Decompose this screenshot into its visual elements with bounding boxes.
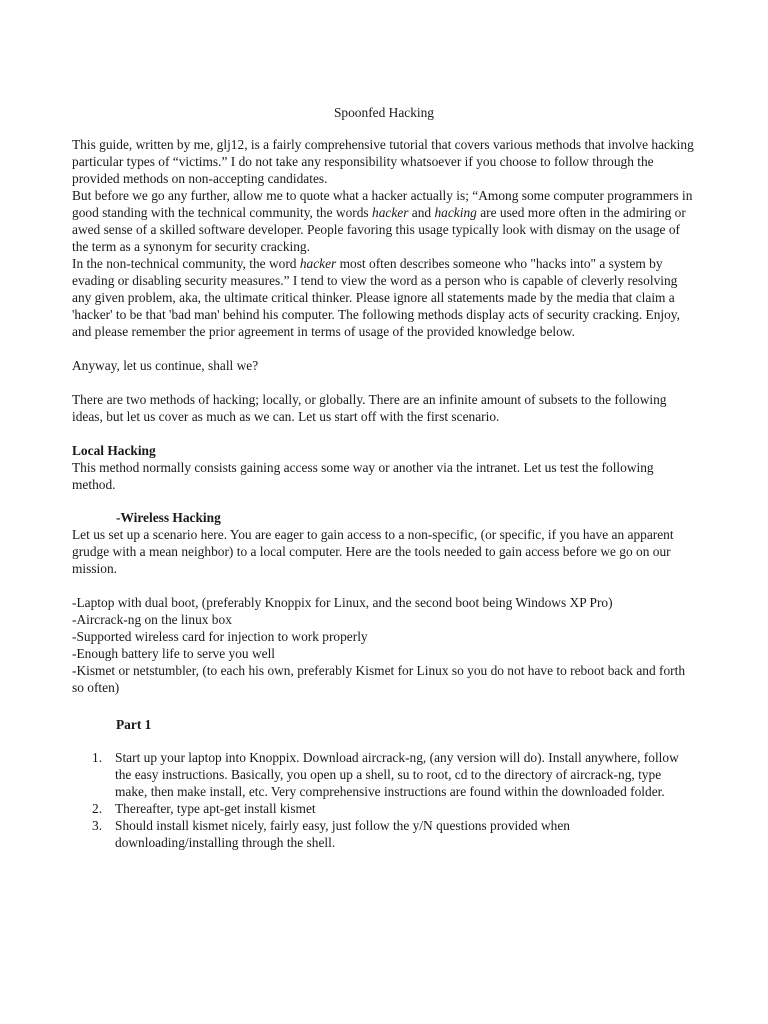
emphasis-hacker: hacker — [372, 205, 409, 220]
spacer — [72, 577, 696, 594]
text-run: and — [408, 205, 435, 220]
step-number: 2. — [92, 801, 103, 816]
text-run: In the non-technical community, the word — [72, 256, 300, 271]
list-item — [72, 749, 696, 800]
part-1-heading: Part 1 — [116, 717, 152, 732]
emphasis-hacking: hacking — [434, 205, 477, 220]
text-run: are used more often in the admiring or awed sense of a skilled software developer. People favoring this usage typically look with dismay on the usage of the term as a synonym for security cracking. — [72, 205, 686, 254]
step-text: Should install kismet nicely, fairly easy, just follow the y/N questions provided when downloading/installing through the shell. — [115, 818, 570, 850]
intro-paragraph-1: This guide, written by me, glj12, is a fairly comprehensive tutorial that covers various methods that involve hacking particular types of “victims.” I do not take any responsibility whatsoever if you choose to follow through the provided methods on non-accepting candidates. — [72, 137, 694, 186]
tools-list — [72, 594, 696, 696]
list-item: -Supported wireless card for injection to work properly — [72, 629, 368, 644]
list-item: -Enough battery life to serve you well — [72, 646, 276, 661]
step-number: 3. — [92, 818, 103, 833]
step-number: 1. — [92, 750, 103, 765]
emphasis-hacker: hacker — [299, 256, 337, 271]
local-hacking-heading: Local Hacking — [72, 443, 156, 458]
list-item: -Aircrack-ng on the linux box — [72, 612, 232, 627]
text-run: most often describes someone who "hacks into" a system by evading or disabling security measures.” I tend to view the word as a person who is capable of cleverly resolving any given problem, aka, the ultimate critical thinker. Please ignore all statements made by the media that claim a 'hacker' to be that 'bad man' behind his computer. The following methods display acts of security cracking. Enjoy, and please remember the prior agreement in terms of usage of the provided knowledge below. — [72, 256, 680, 339]
step-text: Start up your laptop into Knoppix. Download aircrack-ng, (any version will do). Install anywhere, follow the easy instructions. Basically, you open up a shell, su to root, cd to the directory of aircrack-ng, type make, then make install, etc. Very comprehensive instructions are found within the downloaded folder. — [115, 750, 679, 799]
text-run: But before we go any further, allow me to quote what a hacker actually is; “Among some computer programmers in good standing with the technical community, the words — [72, 188, 693, 220]
wireless-hacking-heading: -Wireless Hacking — [116, 510, 221, 525]
intro-paragraph-5: There are two methods of hacking; locally, or globally. There are an infinite amount of subsets to the following ideas, but let us cover as much as we can. Let us start off with the first scenario. — [72, 392, 667, 424]
wireless-hacking-body: Let us set up a scenario here. You are eager to gain access to a non-specific, (or specific, if you have an apparent grudge with a mean neighbor) to a local computer. Here are the tools needed to gain access before we go on our mission. — [72, 527, 674, 576]
list-item — [72, 817, 696, 851]
intro-paragraph-4: Anyway, let us continue, shall we? — [72, 358, 259, 373]
spacer — [72, 374, 696, 391]
list-item: -Laptop with dual boot, (preferably Knoppix for Linux, and the second boot being Windows XP Pro) — [72, 595, 613, 610]
document-page — [72, 104, 696, 851]
step-text: Thereafter, type apt-get install kismet — [115, 801, 316, 816]
local-hacking-body: This method normally consists gaining access some way or another via the intranet. Let us test the following method. — [72, 460, 654, 492]
list-item — [72, 800, 696, 817]
list-item: -Kismet or netstumbler, (to each his own, preferably Kismet for Linux so you do not have to reboot back and forth so often) — [72, 663, 686, 695]
intro-paragraph-3 — [72, 255, 696, 340]
steps-list — [72, 749, 696, 851]
spacer — [72, 340, 696, 357]
intro-paragraph-2 — [72, 187, 696, 255]
document-title: Spoonfed Hacking — [333, 105, 435, 120]
